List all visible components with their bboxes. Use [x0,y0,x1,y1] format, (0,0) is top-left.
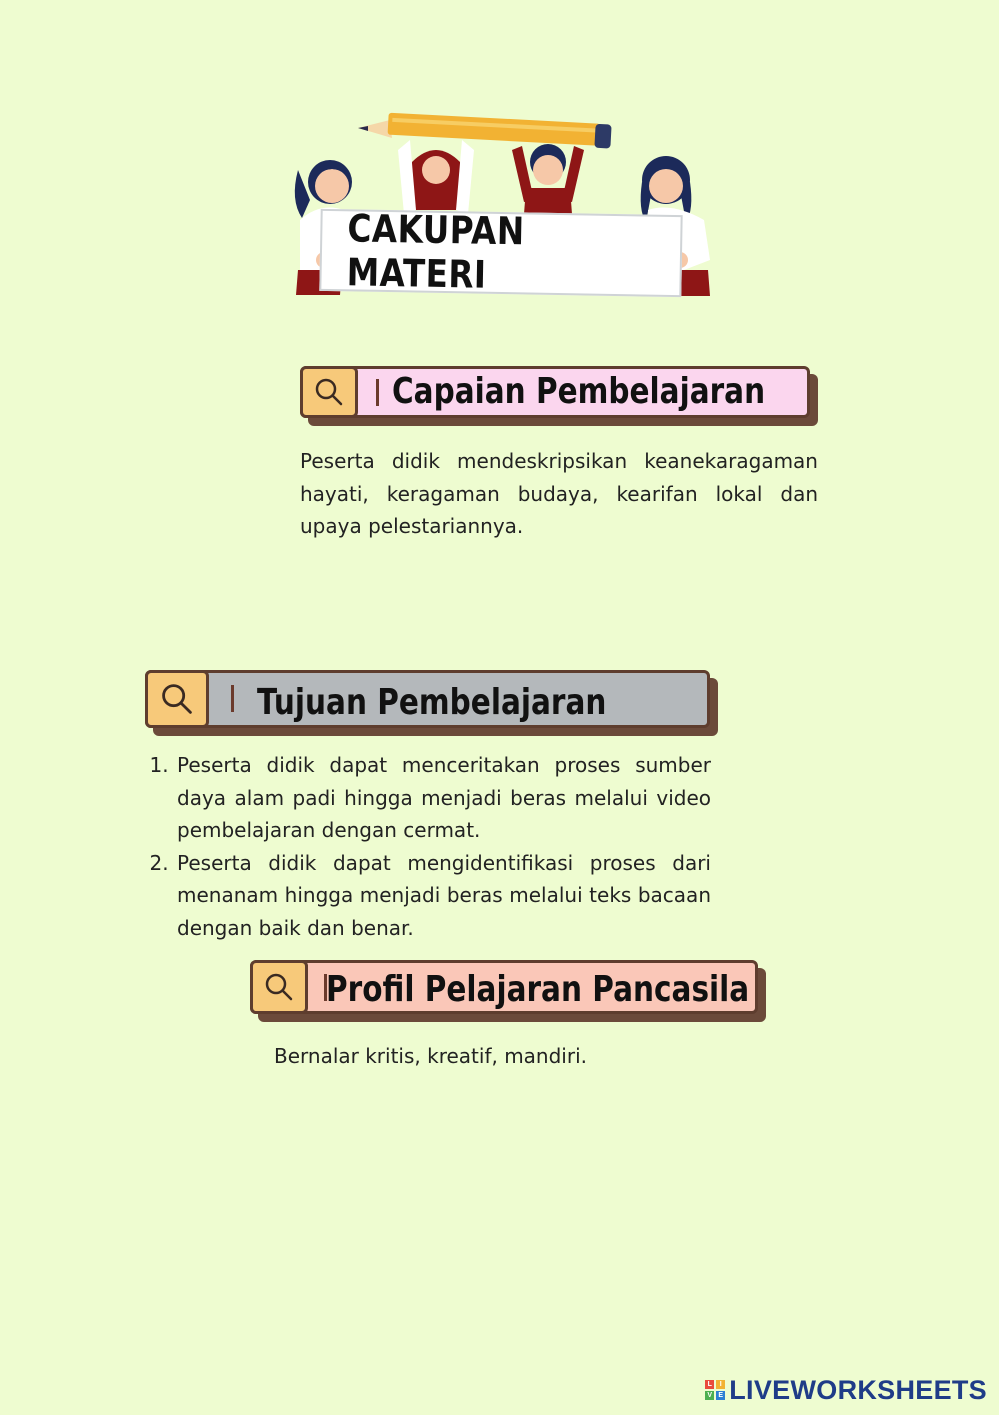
search-icon [312,375,346,409]
search-icon-box [145,670,209,728]
capaian-text: Peserta didik mendeskripsikan keanekaragaman hayati, keragaman budaya, kearifan lokal dan upaya pelestariannya. [300,449,818,538]
section-title-capaian: Capaian Pembelajaran [392,371,766,412]
section-header-tujuan [145,670,710,728]
section-header-profil [250,960,758,1014]
search-icon-box [250,960,308,1014]
section-title-tujuan: Tujuan Pembelajaran [257,682,607,723]
search-icon [158,680,196,718]
liveworksheets-logo [705,1373,987,1407]
profil-text: Bernalar kritis, kreatif, mandiri. [274,1044,587,1068]
logo-mark: L I V E [705,1380,725,1400]
tujuan-list [153,749,711,944]
search-icon [262,970,296,1004]
brand-name: LIVEWORKSHEETS [729,1374,987,1405]
section-header-capaian [300,366,810,418]
header-banner [280,110,720,305]
list-item: 2. Peserta didik dapat mengidentifikasi proses dari menanam hingga menjadi beras melalui teks bacaan dengan baik dan benar. [175,847,711,945]
banner-sign [319,206,682,297]
search-icon-box [300,366,358,418]
section-title-profil: Profil Pelajaran Pancasila [326,969,750,1010]
page-title: CAKUPAN MATERI [346,206,525,297]
list-item: 1. Peserta didik dapat menceritakan proses sumber daya alam padi hingga menjadi beras melalui video pembelajaran dengan cermat. [175,749,711,847]
